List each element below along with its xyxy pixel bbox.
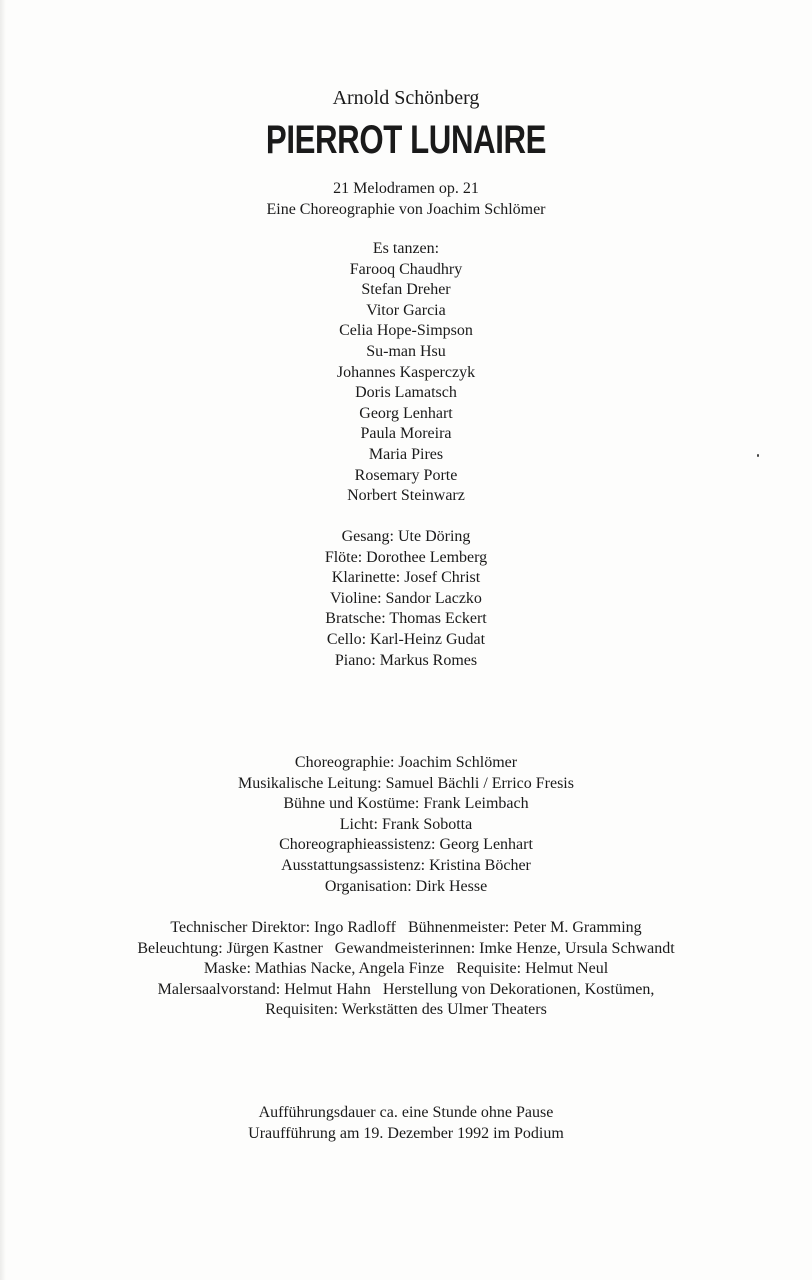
performance-info <box>0 1102 812 1144</box>
musician-entry: Flöte: Dorothee Lemberg <box>324 548 488 566</box>
subtitle-line: 21 Melodramen op. 21 <box>333 180 479 197</box>
credit-entry: Organisation: Dirk Hesse <box>324 877 488 895</box>
dancer-name: Vitor Garcia <box>366 301 446 319</box>
credit-entry: Choreographie: Joachim Schlömer <box>294 754 518 771</box>
dancer-name: Paula Moreira <box>360 425 452 443</box>
subtitle-block <box>0 178 812 220</box>
dancer-name: Celia Hope-Simpson <box>339 322 473 340</box>
production-credits <box>0 753 812 897</box>
credit-entry: Musikalische Leitung: Samuel Bächli / Errico Fresis <box>238 774 574 792</box>
musician-entry: Piano: Markus Romes <box>334 651 478 669</box>
musician-entry: Cello: Karl-Heinz Gudat <box>326 630 486 648</box>
credit-entry: Licht: Frank Sobotta <box>339 815 473 833</box>
musician-entry: Gesang: Ute Döring <box>341 528 471 545</box>
dancer-name: Johannes Kasperczyk <box>336 363 476 381</box>
musician-entry: Klarinette: Josef Christ <box>331 569 481 587</box>
premiere-note: Uraufführung am 19. Dezember 1992 im Podium <box>248 1125 564 1142</box>
technical-staff <box>0 918 812 1021</box>
dancer-name: Farooq Chaudhry <box>349 260 463 278</box>
credit-entry: Choreographieassistenz: Georg Lenhart <box>279 836 533 854</box>
dancers-list <box>0 239 812 507</box>
musicians-list <box>0 527 812 671</box>
subtitle-line: Eine Choreographie von Joachim Schlömer <box>266 201 546 218</box>
dancer-name: Doris Lamatsch <box>355 384 457 402</box>
technical-line: Malersaalvorstand: Helmut Hahn Herstellung von Dekorationen, Kostümen, <box>157 980 655 998</box>
technical-line: Maske: Mathias Nacke, Angela Finze Requisite: Helmut Neul <box>203 960 609 978</box>
print-speck <box>757 454 759 457</box>
duration-note: Aufführungsdauer ca. eine Stunde ohne Pause <box>258 1104 554 1121</box>
technical-line: Technischer Direktor: Ingo Radloff Bühnenmeister: Peter M. Gramming <box>170 919 642 936</box>
composer-name <box>0 86 812 110</box>
dancer-name: Stefan Dreher <box>361 281 451 299</box>
dancer-name: Su-man Hsu <box>366 342 446 360</box>
title-line: PIERROT LUNAIRE <box>265 118 547 162</box>
composer-line: Arnold Schönberg <box>332 87 480 109</box>
dancer-name: Rosemary Porte <box>354 466 458 484</box>
musician-entry: Violine: Sandor Laczko <box>330 589 482 607</box>
dancer-name: Maria Pires <box>368 445 444 463</box>
dancers-heading: Es tanzen: <box>372 240 440 257</box>
musician-entry: Bratsche: Thomas Eckert <box>325 610 487 628</box>
credit-entry: Ausstattungsassistenz: Kristina Böcher <box>281 856 531 874</box>
credit-entry: Bühne und Kostüme: Frank Leimbach <box>283 795 529 813</box>
technical-line: Beleuchtung: Jürgen Kastner Gewandmeisterinnen: Imke Henze, Ursula Schwandt <box>137 939 675 957</box>
technical-line: Requisiten: Werkstätten des Ulmer Theaters <box>265 1001 547 1019</box>
work-title <box>89 114 722 166</box>
dancer-name: Norbert Steinwarz <box>347 487 465 505</box>
dancer-name: Georg Lenhart <box>359 404 453 422</box>
